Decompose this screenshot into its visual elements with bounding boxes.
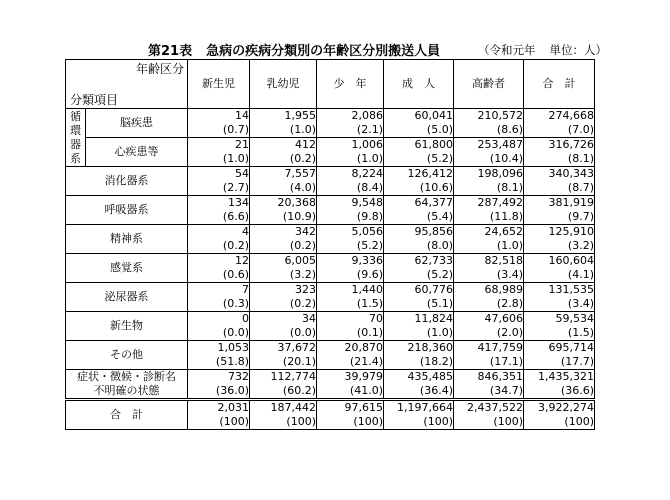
table-row (66, 283, 595, 298)
pct-cell-infant: (0.0) (250, 326, 317, 341)
pct-cell-infant: (0.2) (250, 297, 317, 312)
total-value-neonate: 2,031 (188, 400, 250, 416)
pct-cell-total: (36.6) (524, 384, 595, 400)
category-label: 心疾患等 (86, 138, 188, 167)
table-row (66, 109, 595, 124)
pct-cell-infant: (20.1) (250, 355, 317, 370)
value-cell-total: 1,435,321 (524, 370, 595, 385)
pct-cell-youth: (21.4) (317, 355, 384, 370)
table-row (66, 196, 595, 211)
pct-cell-neonate: (0.3) (188, 297, 250, 312)
value-cell-youth: 70 (317, 312, 384, 327)
data-table (65, 59, 595, 430)
category-label: 泌尿器系 (66, 283, 188, 312)
total-value-infant: 187,442 (250, 400, 317, 416)
pct-cell-elderly: (1.0) (454, 239, 524, 254)
value-cell-youth: 39,979 (317, 370, 384, 385)
value-cell-adult: 435,485 (384, 370, 454, 385)
pct-cell-elderly: (10.4) (454, 152, 524, 167)
value-cell-infant: 1,955 (250, 109, 317, 124)
value-cell-youth: 1,006 (317, 138, 384, 153)
value-cell-neonate: 4 (188, 225, 250, 240)
value-cell-elderly: 68,989 (454, 283, 524, 298)
pct-cell-infant: (3.2) (250, 268, 317, 283)
total-value-youth: 97,615 (317, 400, 384, 416)
value-cell-total: 340,343 (524, 167, 595, 182)
value-cell-adult: 62,733 (384, 254, 454, 269)
pct-cell-neonate: (0.6) (188, 268, 250, 283)
value-cell-elderly: 417,759 (454, 341, 524, 356)
value-cell-total: 381,919 (524, 196, 595, 211)
value-cell-infant: 6,005 (250, 254, 317, 269)
value-cell-total: 160,604 (524, 254, 595, 269)
pct-cell-infant: (10.9) (250, 210, 317, 225)
pct-cell-adult: (1.0) (384, 326, 454, 341)
column-header-adult: 成 人 (384, 60, 454, 109)
corner-category-label: 分類項目 (70, 93, 119, 107)
value-cell-total: 274,668 (524, 109, 595, 124)
pct-cell-neonate: (1.0) (188, 152, 250, 167)
value-cell-elderly: 47,606 (454, 312, 524, 327)
pct-cell-youth: (1.5) (317, 297, 384, 312)
value-cell-infant: 323 (250, 283, 317, 298)
table-row (66, 138, 595, 153)
value-cell-youth: 2,086 (317, 109, 384, 124)
value-cell-adult: 61,800 (384, 138, 454, 153)
value-cell-youth: 20,870 (317, 341, 384, 356)
value-cell-adult: 11,824 (384, 312, 454, 327)
pct-cell-adult: (5.4) (384, 210, 454, 225)
value-cell-neonate: 21 (188, 138, 250, 153)
value-cell-elderly: 82,518 (454, 254, 524, 269)
pct-cell-adult: (5.0) (384, 123, 454, 138)
column-header-total: 合 計 (524, 60, 595, 109)
value-cell-neonate: 134 (188, 196, 250, 211)
value-cell-elderly: 210,572 (454, 109, 524, 124)
pct-cell-total: (7.0) (524, 123, 595, 138)
pct-cell-neonate: (36.0) (188, 384, 250, 400)
category-label: 消化器系 (66, 167, 188, 196)
category-label: その他 (66, 341, 188, 370)
value-cell-total: 316,726 (524, 138, 595, 153)
pct-cell-infant: (60.2) (250, 384, 317, 400)
pct-cell-elderly: (8.6) (454, 123, 524, 138)
value-cell-elderly: 287,492 (454, 196, 524, 211)
value-cell-total: 59,534 (524, 312, 595, 327)
header-row (66, 60, 595, 109)
value-cell-neonate: 14 (188, 109, 250, 124)
category-label: 脳疾患 (86, 109, 188, 138)
total-pct-elderly: (100) (454, 415, 524, 430)
pct-cell-elderly: (11.8) (454, 210, 524, 225)
value-cell-infant: 7,557 (250, 167, 317, 182)
pct-cell-youth: (0.1) (317, 326, 384, 341)
total-pct-youth: (100) (317, 415, 384, 430)
value-cell-youth: 8,224 (317, 167, 384, 182)
pct-cell-total: (3.4) (524, 297, 595, 312)
pct-cell-infant: (4.0) (250, 181, 317, 196)
total-label: 合 計 (66, 400, 188, 430)
value-cell-elderly: 24,652 (454, 225, 524, 240)
table-row (66, 312, 595, 327)
pct-cell-adult: (5.1) (384, 297, 454, 312)
total-value-adult: 1,197,664 (384, 400, 454, 416)
pct-cell-adult: (36.4) (384, 384, 454, 400)
table-row (66, 341, 595, 356)
value-cell-neonate: 0 (188, 312, 250, 327)
pct-cell-total: (8.7) (524, 181, 595, 196)
value-cell-elderly: 198,096 (454, 167, 524, 182)
value-cell-youth: 1,440 (317, 283, 384, 298)
pct-cell-elderly: (8.1) (454, 181, 524, 196)
value-cell-neonate: 12 (188, 254, 250, 269)
pct-cell-adult: (10.6) (384, 181, 454, 196)
value-cell-adult: 95,856 (384, 225, 454, 240)
value-cell-infant: 342 (250, 225, 317, 240)
category-label: 精神系 (66, 225, 188, 254)
pct-cell-neonate: (2.7) (188, 181, 250, 196)
value-cell-neonate: 1,053 (188, 341, 250, 356)
value-cell-total: 695,714 (524, 341, 595, 356)
pct-cell-youth: (8.4) (317, 181, 384, 196)
pct-cell-elderly: (17.1) (454, 355, 524, 370)
pct-cell-youth: (1.0) (317, 152, 384, 167)
category-label: 感覚系 (66, 254, 188, 283)
column-header-elderly: 高齢者 (454, 60, 524, 109)
pct-cell-total: (8.1) (524, 152, 595, 167)
pct-cell-youth: (9.6) (317, 268, 384, 283)
total-pct-total: (100) (524, 415, 595, 430)
value-cell-neonate: 7 (188, 283, 250, 298)
circulatory-group-text: 循 環 器 系 (70, 109, 81, 165)
category-label: 新生物 (66, 312, 188, 341)
column-header-neonate: 新生児 (188, 60, 250, 109)
value-cell-infant: 37,672 (250, 341, 317, 356)
corner-age-label: 年齢区分 (135, 62, 184, 76)
value-cell-infant: 34 (250, 312, 317, 327)
value-cell-adult: 126,412 (384, 167, 454, 182)
pct-cell-elderly: (3.4) (454, 268, 524, 283)
category-label: 呼吸器系 (66, 196, 188, 225)
value-cell-infant: 112,774 (250, 370, 317, 385)
circulatory-group-label (66, 109, 86, 167)
total-pct-infant: (100) (250, 415, 317, 430)
value-cell-total: 131,535 (524, 283, 595, 298)
column-header-infant: 乳幼児 (250, 60, 317, 109)
value-cell-adult: 60,776 (384, 283, 454, 298)
total-row (66, 400, 595, 416)
pct-cell-neonate: (51.8) (188, 355, 250, 370)
total-pct-adult: (100) (384, 415, 454, 430)
value-cell-youth: 9,548 (317, 196, 384, 211)
pct-cell-youth: (9.8) (317, 210, 384, 225)
value-cell-adult: 218,360 (384, 341, 454, 356)
pct-cell-neonate: (0.0) (188, 326, 250, 341)
value-cell-elderly: 846,351 (454, 370, 524, 385)
pct-cell-elderly: (2.8) (454, 297, 524, 312)
pct-cell-infant: (0.2) (250, 239, 317, 254)
table-title-text: 急病の疾病分類別の年齢区分別搬送人員 (206, 44, 441, 59)
pct-cell-youth: (2.1) (317, 123, 384, 138)
value-cell-infant: 20,368 (250, 196, 317, 211)
pct-cell-elderly: (2.0) (454, 326, 524, 341)
column-header-youth: 少 年 (317, 60, 384, 109)
pct-cell-neonate: (6.6) (188, 210, 250, 225)
value-cell-neonate: 732 (188, 370, 250, 385)
pct-cell-total: (1.5) (524, 326, 595, 341)
pct-cell-total: (3.2) (524, 239, 595, 254)
corner-cell (66, 60, 188, 109)
pct-cell-neonate: (0.7) (188, 123, 250, 138)
total-value-total: 3,922,274 (524, 400, 595, 416)
table-note (478, 42, 607, 58)
pct-cell-adult: (8.0) (384, 239, 454, 254)
value-cell-adult: 64,377 (384, 196, 454, 211)
value-cell-neonate: 54 (188, 167, 250, 182)
table-title (148, 40, 440, 59)
pct-cell-neonate: (0.2) (188, 239, 250, 254)
pct-cell-total: (4.1) (524, 268, 595, 283)
value-cell-infant: 412 (250, 138, 317, 153)
pct-cell-total: (9.7) (524, 210, 595, 225)
pct-cell-adult: (18.2) (384, 355, 454, 370)
pct-cell-total: (17.7) (524, 355, 595, 370)
unit-note: 単位：人） (549, 43, 607, 57)
pct-cell-adult: (5.2) (384, 152, 454, 167)
value-cell-youth: 5,056 (317, 225, 384, 240)
total-value-elderly: 2,437,522 (454, 400, 524, 416)
pct-cell-youth: (5.2) (317, 239, 384, 254)
table-row (66, 254, 595, 269)
pct-cell-infant: (1.0) (250, 123, 317, 138)
table-row (66, 225, 595, 240)
table-row (66, 167, 595, 182)
value-cell-elderly: 253,487 (454, 138, 524, 153)
table-number: 第21表 (148, 44, 193, 59)
pct-cell-youth: (41.0) (317, 384, 384, 400)
value-cell-total: 125,910 (524, 225, 595, 240)
era-note: （令和元年 (478, 43, 536, 57)
pct-cell-elderly: (34.7) (454, 384, 524, 400)
table-row (66, 370, 595, 385)
category-label: 症状・徴候・診断名 不明確の状態 (66, 370, 188, 400)
pct-cell-adult: (5.2) (384, 268, 454, 283)
value-cell-adult: 60,041 (384, 109, 454, 124)
value-cell-youth: 9,336 (317, 254, 384, 269)
pct-cell-infant: (0.2) (250, 152, 317, 167)
total-pct-neonate: (100) (188, 415, 250, 430)
